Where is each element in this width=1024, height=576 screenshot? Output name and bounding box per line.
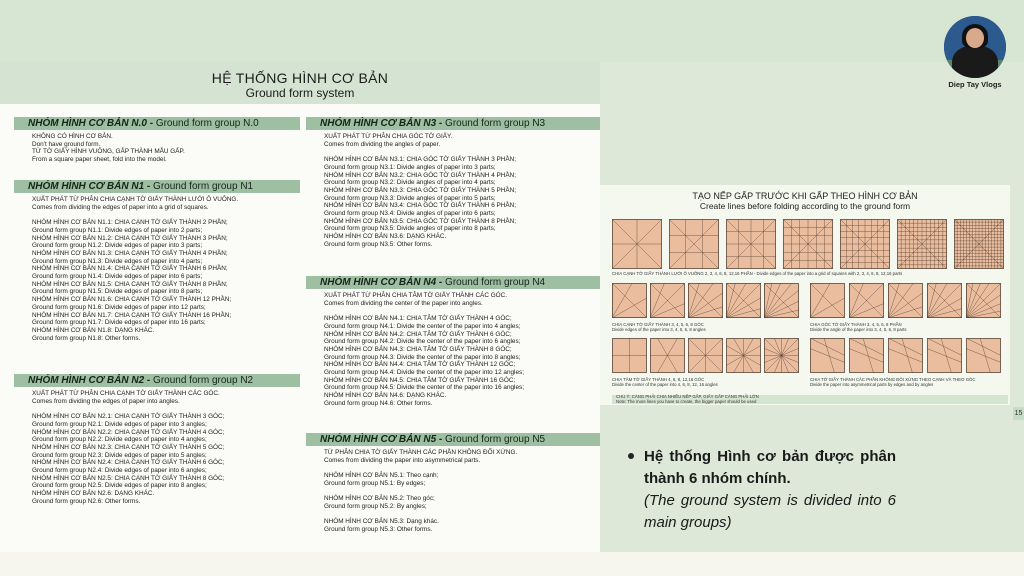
caption-vi: CHIA CẠNH TỜ GIẤY THÀNH 3, 4, 5, 6, 8 GÓC	[612, 322, 704, 327]
crease-pattern-tile	[688, 283, 723, 318]
note-vi: CHÚ Ý: CÀNG PHẢI CHIA NHIỀU NẾP GẤP, GIẤY GẤP CÀNG PHẢI LỚN	[616, 394, 759, 399]
section-line	[32, 405, 300, 413]
section-title-en: Ground form group N3	[445, 118, 546, 129]
section-line: NHÓM HÌNH CƠ BẢN N1.5: CHIA CẠNH TỜ GIẤY THÀNH 8 PHẦN;	[32, 280, 228, 288]
section-line: Ground form group N5.1: By edges;	[324, 479, 426, 487]
bullet-dot-icon	[628, 453, 634, 459]
section-n4	[306, 276, 600, 408]
section-line: Comes from dividing the angles of paper.	[324, 140, 441, 148]
section-line: NHÓM HÌNH CƠ BẢN N1.7: CHIA CẠNH TỜ GIẤY THÀNH 16 PHẦN;	[32, 311, 232, 319]
caption-en: Divide the paper into asymmetrical parts by edges and by angles	[810, 382, 934, 387]
section-line: From a square paper sheet, fold into the model.	[32, 156, 167, 164]
section-line: NHÓM HÌNH CƠ BẢN N4.3: CHIA TÂM TỜ GIẤY THÀNH 8 GÓC;	[324, 345, 512, 353]
section-line: Ground form group N2.1: Divide edges of paper into 3 angles;	[32, 420, 207, 428]
caption-en: Divide the center of the paper into 4, 6, 8, 12, 16 angles	[612, 382, 718, 387]
section-line: NHÓM HÌNH CƠ BẢN N3.3: CHIA GÓC TỜ GIẤY THÀNH 5 PHẦN;	[324, 186, 517, 194]
panel-title-en: Create lines before folding according to the ground form	[699, 201, 911, 211]
section-line: NHÓM HÌNH CƠ BẢN N3.6: DẠNG KHÁC.	[324, 233, 447, 241]
bullet-italic-text: (The ground system is divided into 6 main groups)	[644, 492, 896, 531]
section-title-en: Ground form group N4	[445, 277, 546, 288]
section-header	[14, 117, 300, 130]
section-line: TỪ PHÂN CHIA TỜ GIẤY THÀNH CÁC PHẦN KHÔNG ĐỐI XỨNG.	[324, 449, 518, 456]
section-header	[14, 374, 300, 387]
crease-pattern-tile	[966, 338, 1001, 373]
crease-pattern-tile	[688, 338, 723, 373]
caption-row2-left	[612, 322, 802, 332]
section-line: Ground form group N4.3: Divide the center of the paper into 8 angles;	[324, 353, 521, 361]
crease-pattern-tile	[966, 283, 1001, 318]
section-line: NHÓM HÌNH CƠ BẢN N3.1: CHIA GÓC TỜ GIẤY THÀNH 3 PHẦN;	[324, 156, 517, 164]
section-line: Ground form group N3.2: Divide angles of paper into 4 parts;	[324, 179, 496, 187]
crease-pattern-tile	[726, 338, 761, 373]
section-title-en: Ground form group N.0	[155, 118, 259, 129]
section-line	[324, 307, 600, 315]
section-n3	[306, 117, 600, 249]
section-line: NHÓM HÌNH CƠ BẢN N4.5: CHIA TÂM TỜ GIẤY THÀNH 16 GÓC;	[324, 376, 516, 384]
section-line: NHÓM HÌNH CƠ BẢN N2.6: DẠNG KHÁC.	[32, 490, 155, 498]
crease-pattern-tile	[927, 338, 962, 373]
page-title	[0, 62, 600, 104]
section-title-vi: NHÓM HÌNH CƠ BẢN N2 -	[28, 375, 154, 386]
section-body	[14, 387, 300, 506]
avatar-body	[952, 46, 998, 78]
crease-pattern-tile	[783, 219, 833, 269]
panel-title-vi: TẠO NẾP GẤP TRƯỚC KHI GẤP THEO HÌNH CƠ BẢN	[692, 191, 918, 201]
section-line: XUẤT PHÁT TỪ PHÂN CHIA CẠNH TỜ GIẤY THÀNH CÁC GÓC.	[32, 390, 220, 397]
section-line: NHÓM HÌNH CƠ BẢN N3.4: CHIA GÓC TỜ GIẤY THÀNH 6 PHẦN;	[324, 202, 517, 210]
summary-bullet	[628, 446, 896, 534]
section-line: NHÓM HÌNH CƠ BẢN N4.4: CHIA TÂM TỜ GIẤY THÀNH 12 GÓC;	[324, 361, 516, 369]
section-body	[14, 130, 300, 164]
section-title-vi: NHÓM HÌNH CƠ BẢN N.0 -	[28, 118, 156, 129]
caption-en: Divide the angle of the paper into 3, 4, 5, 6, 8 parts	[810, 327, 907, 332]
note-en: Note: The more lines you have to create, the bigger paper should be used	[616, 398, 757, 404]
section-line: Ground form group N5.3: Other forms.	[324, 526, 433, 534]
section-line: Ground form group N4.6: Other forms.	[324, 399, 433, 407]
caption-vi: CHIA TỜ GIẤY THÀNH CÁC PHẦN KHÔNG ĐỐI XỨNG THEO CẠNH VÀ THEO GÓC	[810, 377, 976, 382]
top-band	[0, 0, 1024, 62]
section-title-vi: NHÓM HÌNH CƠ BẢN N1 -	[28, 181, 154, 192]
section-line: Ground form group N3.5: Divide angles of paper into 8 parts;	[324, 225, 496, 233]
section-title-en: Ground form group N2	[153, 375, 254, 386]
section-line: Ground form group N1.5: Divide edges of paper into 8 parts;	[32, 288, 203, 296]
section-line: NHÓM HÌNH CƠ BẢN N1.3: CHIA CẠNH TỜ GIẤY THÀNH 4 PHẦN;	[32, 249, 228, 257]
page-number: 15	[1013, 407, 1024, 420]
section-line: NHÓM HÌNH CƠ BẢN N2.2: CHIA CẠNH TỜ GIẤY THÀNH 4 GÓC;	[32, 428, 225, 436]
avatar	[944, 16, 1006, 78]
section-line: XUẤT PHÁT TỪ PHÂN CHIA GÓC TỜ GIẤY.	[324, 133, 453, 140]
section-line: Ground form group N2.4: Divide edges of paper into 6 angles;	[32, 467, 207, 475]
section-line: Ground form group N1.6: Divide edges of paper into 12 parts;	[32, 303, 206, 311]
crease-pattern-tile	[810, 338, 845, 373]
section-line: NHÓM HÌNH CƠ BẢN N5.3: Dạng khác.	[324, 518, 439, 526]
crease-pattern-tile	[764, 283, 799, 318]
section-title-vi: NHÓM HÌNH CƠ BẢN N5 -	[320, 434, 446, 445]
panel-note	[612, 395, 1008, 404]
section-line: Ground form group N1.8: Other forms.	[32, 334, 141, 342]
section-line: NHÓM HÌNH CƠ BẢN N1.1: CHIA CẠNH TỜ GIẤY THÀNH 2 PHẦN;	[32, 219, 228, 227]
section-n5	[306, 433, 600, 534]
crease-pattern-tile	[612, 338, 647, 373]
section-line: Comes from dividing the edges of paper into angles.	[32, 397, 180, 405]
section-line: Ground form group N4.2: Divide the center of the paper into 6 angles;	[324, 338, 521, 346]
section-line: NHÓM HÌNH CƠ BẢN N5.1: Theo cạnh;	[324, 472, 439, 480]
crease-pattern-tile	[810, 283, 845, 318]
crease-pattern-tile	[726, 219, 776, 269]
crease-pattern-tile	[764, 338, 799, 373]
section-line: Ground form group N2.3: Divide edges of paper into 5 angles;	[32, 451, 207, 459]
section-line: Ground form group N4.1: Divide the center of the paper into 4 angles;	[324, 322, 521, 330]
section-line: NHÓM HÌNH CƠ BẢN N4.6: DẠNG KHÁC.	[324, 392, 447, 400]
title-en: Ground form system	[245, 86, 355, 100]
section-header	[14, 180, 300, 193]
crease-pattern-tile	[954, 219, 1004, 269]
section-line: NHÓM HÌNH CƠ BẢN N1.2: CHIA CẠNH TỜ GIẤY THÀNH 3 PHẦN;	[32, 234, 228, 242]
channel-name: Diep Tay Vlogs	[948, 80, 1002, 89]
section-line: Ground form group N4.5: Divide the center of the paper into 16 angles;	[324, 384, 525, 392]
section-line: NHÓM HÌNH CƠ BẢN N2.3: CHIA CẠNH TỜ GIẤY THÀNH 5 GÓC;	[32, 443, 225, 451]
crease-pattern-tile	[888, 338, 923, 373]
section-line: NHÓM HÌNH CƠ BẢN N1.4: CHIA CẠNH TỜ GIẤY THÀNH 6 PHẦN;	[32, 265, 228, 273]
section-line: Ground form group N2.5: Divide edges of paper into 8 angles;	[32, 482, 207, 490]
crease-pattern-tile	[840, 219, 890, 269]
crease-pattern-tile	[612, 283, 647, 318]
section-line: XUẤT PHÁT TỪ PHÂN CHIA TÂM TỜ GIẤY THÀNH CÁC GÓC.	[324, 292, 508, 299]
crease-pattern-tile	[612, 219, 662, 269]
section-header	[306, 117, 600, 130]
section-body	[306, 446, 600, 534]
section-line: Ground form group N5.2: By angles;	[324, 502, 427, 510]
section-line: NHÓM HÌNH CƠ BẢN N3.2: CHIA GÓC TỜ GIẤY THÀNH 4 PHẦN;	[324, 171, 517, 179]
section-line: NHÓM HÌNH CƠ BẢN N2.1: CHIA CẠNH TỜ GIẤY THÀNH 3 GÓC;	[32, 413, 225, 421]
section-line	[32, 211, 300, 219]
section-header	[306, 276, 600, 289]
section-line: NHÓM HÌNH CƠ BẢN N1.6: CHIA CẠNH TỜ GIẤY THÀNH 12 PHẦN;	[32, 296, 232, 304]
section-line: Ground form group N1.1: Divide edges of paper into 2 parts;	[32, 226, 203, 234]
caption-vi: CHIA GÓC TỜ GIẤY THÀNH 3, 4, 5, 6, 8 PHẦN	[810, 322, 902, 327]
section-line: Ground form group N1.3: Divide edges of paper into 4 parts;	[32, 257, 203, 265]
crease-pattern-tile	[897, 219, 947, 269]
section-line: Ground form group N3.1: Divide angles of paper into 3 parts;	[324, 163, 496, 171]
caption-row1: CHIA CẠNH TỜ GIẤY THÀNH LƯỚI Ô VUÔNG 2, 3, 4, 6, 8, 12,16 PHẦN - Divide edges of the paper into a grid of squares with 2, 3, 4, 6, 8, 12,16 parts	[612, 271, 903, 276]
crease-pattern-tile	[650, 338, 685, 373]
section-title-vi: NHÓM HÌNH CƠ BẢN N3 -	[320, 118, 446, 129]
section-line: NHÓM HÌNH CƠ BẢN N2.5: CHIA CẠNH TỜ GIẤY THÀNH 8 GÓC;	[32, 474, 225, 482]
crease-pattern-tile	[849, 338, 884, 373]
avatar-face	[966, 28, 984, 48]
section-body	[306, 130, 600, 249]
caption-row2-right	[810, 322, 1004, 332]
title-vi: HỆ THỐNG HÌNH CƠ BẢN	[211, 70, 389, 86]
section-line: Comes from dividing the edges of paper into a grid of squares.	[32, 203, 209, 211]
section-line: Comes from dividing the paper into asymmetrical parts.	[324, 456, 481, 464]
crease-pattern-tile	[927, 283, 962, 318]
caption-en: Divide edges of the paper into 3, 4, 5, 6, 8 angles	[612, 327, 706, 332]
section-line: Ground form group N2.2: Divide edges of paper into 4 angles;	[32, 436, 207, 444]
section-line: Ground form group N1.4: Divide edges of paper into 6 parts;	[32, 273, 203, 281]
section-line: NHÓM HÌNH CƠ BẢN N2.4: CHIA CẠNH TỜ GIẤY THÀNH 6 GÓC;	[32, 459, 225, 467]
section-title-en: Ground form group N5	[445, 434, 546, 445]
section-line: Comes from dividing the center of the paper into angles.	[324, 299, 483, 307]
section-line: Ground form group N3.4: Divide angles of paper into 6 parts;	[324, 210, 496, 218]
section-line: Ground form group N3.5: Other forms.	[324, 240, 433, 248]
section-line	[324, 148, 600, 156]
section-n0	[14, 117, 300, 164]
section-title-vi: NHÓM HÌNH CƠ BẢN N4 -	[320, 277, 446, 288]
section-line: TỪ TỜ GIẤY HÌNH VUÔNG, GẤP THÀNH MẪU GẤP.	[32, 148, 185, 156]
section-header	[306, 433, 600, 446]
section-line: Ground form group N3.3: Divide angles of paper into 5 parts;	[324, 194, 496, 202]
section-line: Ground form group N1.7: Divide edges of paper into 16 parts;	[32, 319, 206, 327]
section-line	[324, 464, 600, 472]
caption-row3-right	[810, 377, 1004, 387]
section-line: NHÓM HÌNH CƠ BẢN N4.2: CHIA TÂM TỜ GIẤY THÀNH 6 GÓC;	[324, 330, 512, 338]
bullet-text	[644, 446, 896, 534]
bottom-band	[0, 552, 1024, 576]
section-n2	[14, 374, 300, 506]
section-line: Ground form group N4.4: Divide the center of the paper into 12 angles;	[324, 369, 525, 377]
section-line: Ground form group N1.2: Divide edges of paper into 3 parts;	[32, 242, 203, 250]
section-line: Ground form group N2.6: Other forms.	[32, 497, 141, 505]
section-line: NHÓM HÌNH CƠ BẢN N4.1: CHIA TÂM TỜ GIẤY THÀNH 4 GÓC;	[324, 315, 512, 323]
caption-row3-left	[612, 377, 802, 387]
section-line: XUẤT PHÁT TỪ PHÂN CHIA CẠNH TỜ GIẤY THÀNH LƯỚI Ô VUÔNG.	[32, 196, 239, 203]
crease-pattern-tile	[849, 283, 884, 318]
crease-pattern-tile	[726, 283, 761, 318]
caption-vi: CHIA TÂM TỜ GIẤY THÀNH 4, 6, 8, 12,16 GÓC	[612, 377, 705, 382]
section-n1	[14, 180, 300, 342]
section-line: NHÓM HÌNH CƠ BẢN N5.2: Theo góc;	[324, 495, 435, 503]
section-body	[14, 193, 300, 342]
crease-pattern-tile	[888, 283, 923, 318]
section-line: NHÓM HÌNH CƠ BẢN N3.5: CHIA GÓC TỜ GIẤY THÀNH 8 PHẦN;	[324, 217, 517, 225]
crease-pattern-tile	[669, 219, 719, 269]
bullet-bold-text: Hệ thống Hình cơ bản được phân thành 6 nhóm chính.	[644, 448, 896, 487]
section-line: Don't have ground form.	[32, 140, 101, 148]
section-title-en: Ground form group N1	[153, 181, 254, 192]
crease-pattern-tile	[650, 283, 685, 318]
section-body	[306, 289, 600, 408]
section-line: NHÓM HÌNH CƠ BẢN N1.8: DẠNG KHÁC.	[32, 326, 155, 334]
section-line: KHÔNG CÓ HÌNH CƠ BẢN.	[32, 133, 113, 140]
